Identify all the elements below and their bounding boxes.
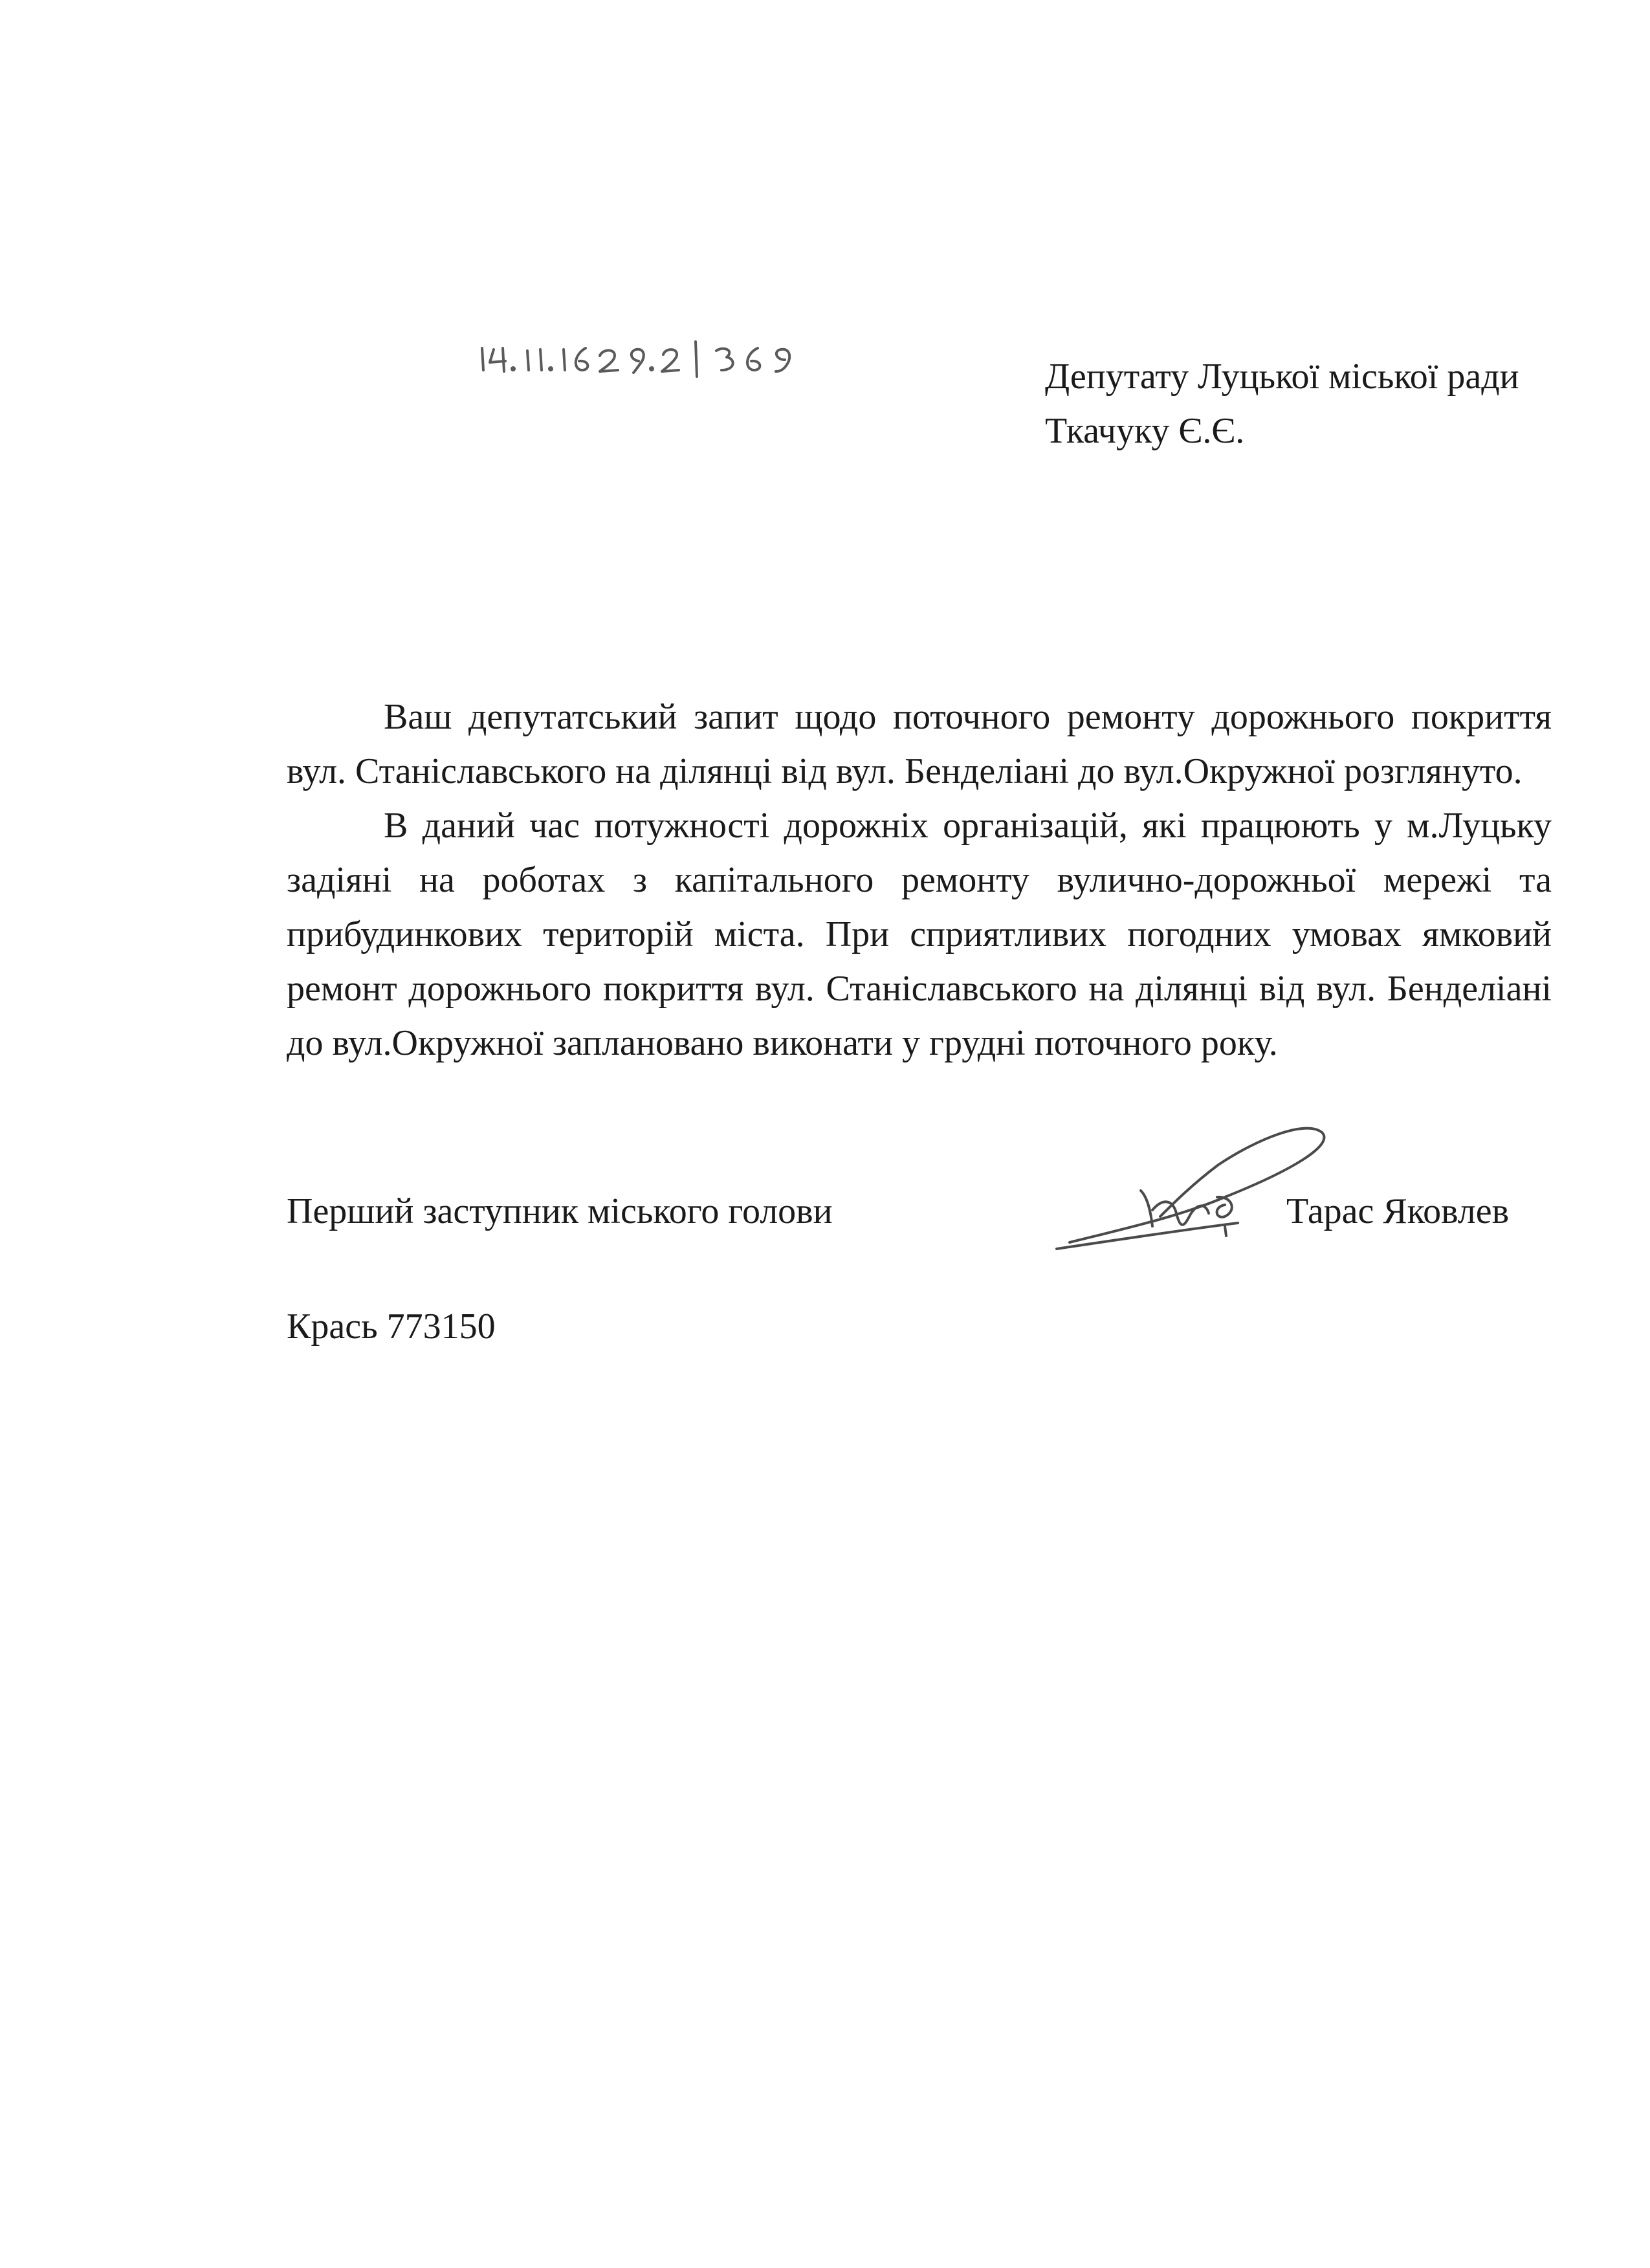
- signature-block: [287, 1171, 1574, 1262]
- signer-name: Тарас Яковлев: [1286, 1191, 1510, 1231]
- addressee-line-2: Ткачуку Є.Є.: [1045, 411, 1245, 451]
- handwritten-registration-number: [476, 336, 890, 382]
- paragraph-1: Ваш депутатський запит щодо поточного ремонту дорожнього покриття вул. Станіславського на ділянці від вул. Бенделіані до вул.Окружної розглянуто.: [287, 697, 1552, 791]
- executor-contact: Крась 773150: [287, 1306, 496, 1347]
- letter-body: [287, 690, 1552, 1070]
- addressee-line-1: Депутату Луцької міської ради: [1045, 357, 1519, 397]
- paragraph-2: В даний час потужності дорожніх організацій, які працюють у м.Луцьку задіяні на роботах з капітального ремонту вулично-дорожньої мережі та прибудинкових територій міста. При сприятливих погодних умовах ямковий ремонт дорожнього покриття вул. Станіславського на ділянці від вул. Бенделіані до вул.Окружної заплановано виконати у грудні поточного року.: [287, 806, 1552, 1063]
- addressee-block: [1045, 349, 1519, 458]
- signer-title: Перший заступник міського голови: [287, 1191, 833, 1231]
